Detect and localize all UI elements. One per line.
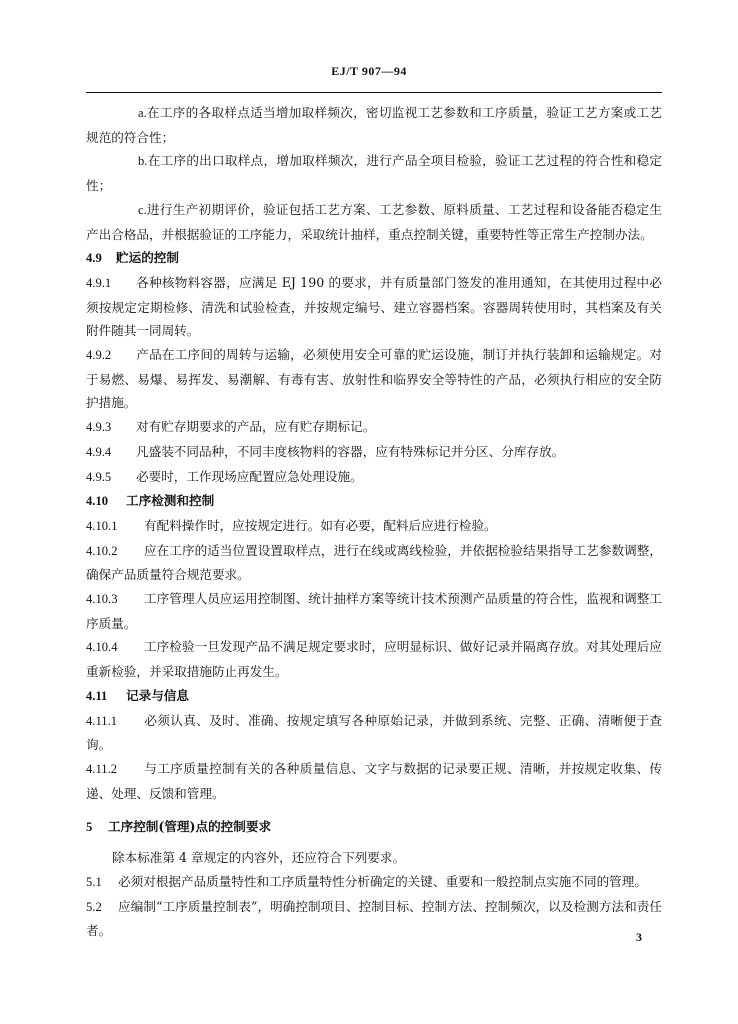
clause-text: 必须认真、及时、准确、按规定填写各种原始记录，并做到系统、完整、正确、清晰便于查询。 [86,712,662,753]
section-number: 4.10 [86,494,109,509]
clause-4-9-3 [86,415,662,440]
section-heading-4-9 [86,246,662,271]
clause-4-10-2 [86,539,662,587]
list-label: b. [138,154,148,169]
clause-4-9-2 [86,343,662,415]
clause-4-10-3 [86,587,662,635]
spacer [86,805,662,815]
section-title: 工序检测和控制 [126,493,215,509]
clause-text: 产品在工序间的周转与运输，必须使用安全可靠的贮运设施，制订并执行装卸和运输规定。对于易燃、易爆、易挥发、易潮解、有毒有害、放射性和临界安全等特性的产品，必须执行相应的安全防护措施。 [86,347,662,411]
clause-5-1 [86,870,662,895]
clause-text: 必要时，工作现场应配置应急处理设施。 [136,468,363,484]
section-heading-4-10 [86,489,662,514]
clause-text: 各种核物料容器，应满足 EJ 190 的要求，并有质量部门签发的准用通知，在其使用过程中必须按规定定期检修、清洗和试验检查，并按规定编号、建立容器档案。容器周转使用时，其档案及有关附件随其一同周转。 [86,274,662,339]
clause-number: 4.11.2 [86,761,118,776]
clause-number: 4.9.3 [86,420,112,435]
list-item-c [86,198,662,246]
clause-number: 4.9.1 [86,275,112,290]
clause-5-2 [86,895,662,943]
section-number: 4.9 [86,251,102,266]
chapter-5-intro: 除本标准第 4 章规定的内容外，还应符合下列要求。 [112,850,406,866]
clause-number: 4.10.4 [86,640,118,655]
clause-4-11-1 [86,709,662,757]
clause-number: 4.9.4 [86,444,112,459]
clause-4-9-4 [86,440,662,465]
section-heading-4-11 [86,684,662,709]
clause-text: 工序检验一旦发现产品不满足规定要求时，应明显标识、做好记录并隔离存放。对其处理后应重新检验，并采取措施防止再发生。 [86,639,662,680]
clause-text: 应在工序的适当位置设置取样点，进行在线或离线检验，并依据检验结果指导工艺参数调整，确保产品质量符合规范要求。 [86,542,662,583]
clause-text: 凡盛装不同品种，不同丰度核物料的容器，应有特殊标记并分区、分库存放。 [136,443,565,459]
list-item-b [86,149,662,197]
clause-text: 工序管理人员应运用控制图、统计抽样方案等统计技术预测产品质量的符合性，监视和调整工序质量。 [86,591,662,631]
clause-number: 4.10.3 [86,592,118,607]
list-text: 进行生产初期评价，验证包括工艺方案、工艺参数、原料质量、工艺过程和设备能否稳定生产出合格品，并根据验证的工序能力，采取统计抽样，重点控制关键，重要特性等正常生产控制办法。 [86,201,662,242]
header-rule [86,92,662,93]
clause-text: 应编制“工序质量控制表”，明确控制项目、控制目标、控制方法、控制频次，以及检测方法和责任者。 [86,898,662,939]
clause-number: 5.1 [86,874,102,889]
chapter-number: 5 [86,820,93,835]
list-label: a. [138,106,147,120]
document-body [86,101,662,943]
clause-text: 必须对根据产品质量特性和工序质量特性分析确定的关键、重要和一般控制点实施不同的管理。 [118,873,647,889]
list-text: 在工序的出口取样点，增加取样频次，进行产品全项目检验，验证工艺过程的符合性和稳定性； [86,153,662,194]
page-number: 3 [636,930,642,944]
clause-4-9-5 [86,465,662,490]
clause-text: 有配料操作时，应按规定进行。如有必要，配料后应进行检验。 [144,517,497,533]
clause-4-9-1 [86,271,662,343]
clause-4-10-4 [86,635,662,683]
list-text: 在工序的各取样点适当增加取样频次，密切监视工艺参数和工序质量，验证工艺方案或工艺规范的符合性； [86,105,662,145]
standard-code-header: EJ/T 907—94 [331,64,407,78]
section-number: 4.11 [86,688,108,703]
clause-number: 4.9.5 [86,469,112,484]
clause-text: 与工序质量控制有关的各种质量信息、文字与数据的记录要正规、清晰，并按规定收集、传递、处理、反馈和管理。 [86,760,662,801]
clause-number: 4.11.1 [86,713,118,728]
clause-number: 4.10.2 [86,543,118,558]
section-title: 记录与信息 [126,687,189,703]
chapter-heading-5 [86,815,662,840]
clause-number: 4.10.1 [86,518,118,533]
clause-number: 5.2 [86,899,102,914]
section-title: 贮运的控制 [116,250,179,266]
list-item-a [86,101,662,149]
clause-number: 4.9.2 [86,348,112,363]
list-label: c. [138,202,147,217]
clause-4-11-2 [86,757,662,805]
clause-text: 对有贮存期要求的产品，应有贮存期标记。 [136,419,376,435]
chapter-title: 工序控制(管理)点的控制要求 [108,819,272,835]
clause-4-10-1 [86,514,662,539]
